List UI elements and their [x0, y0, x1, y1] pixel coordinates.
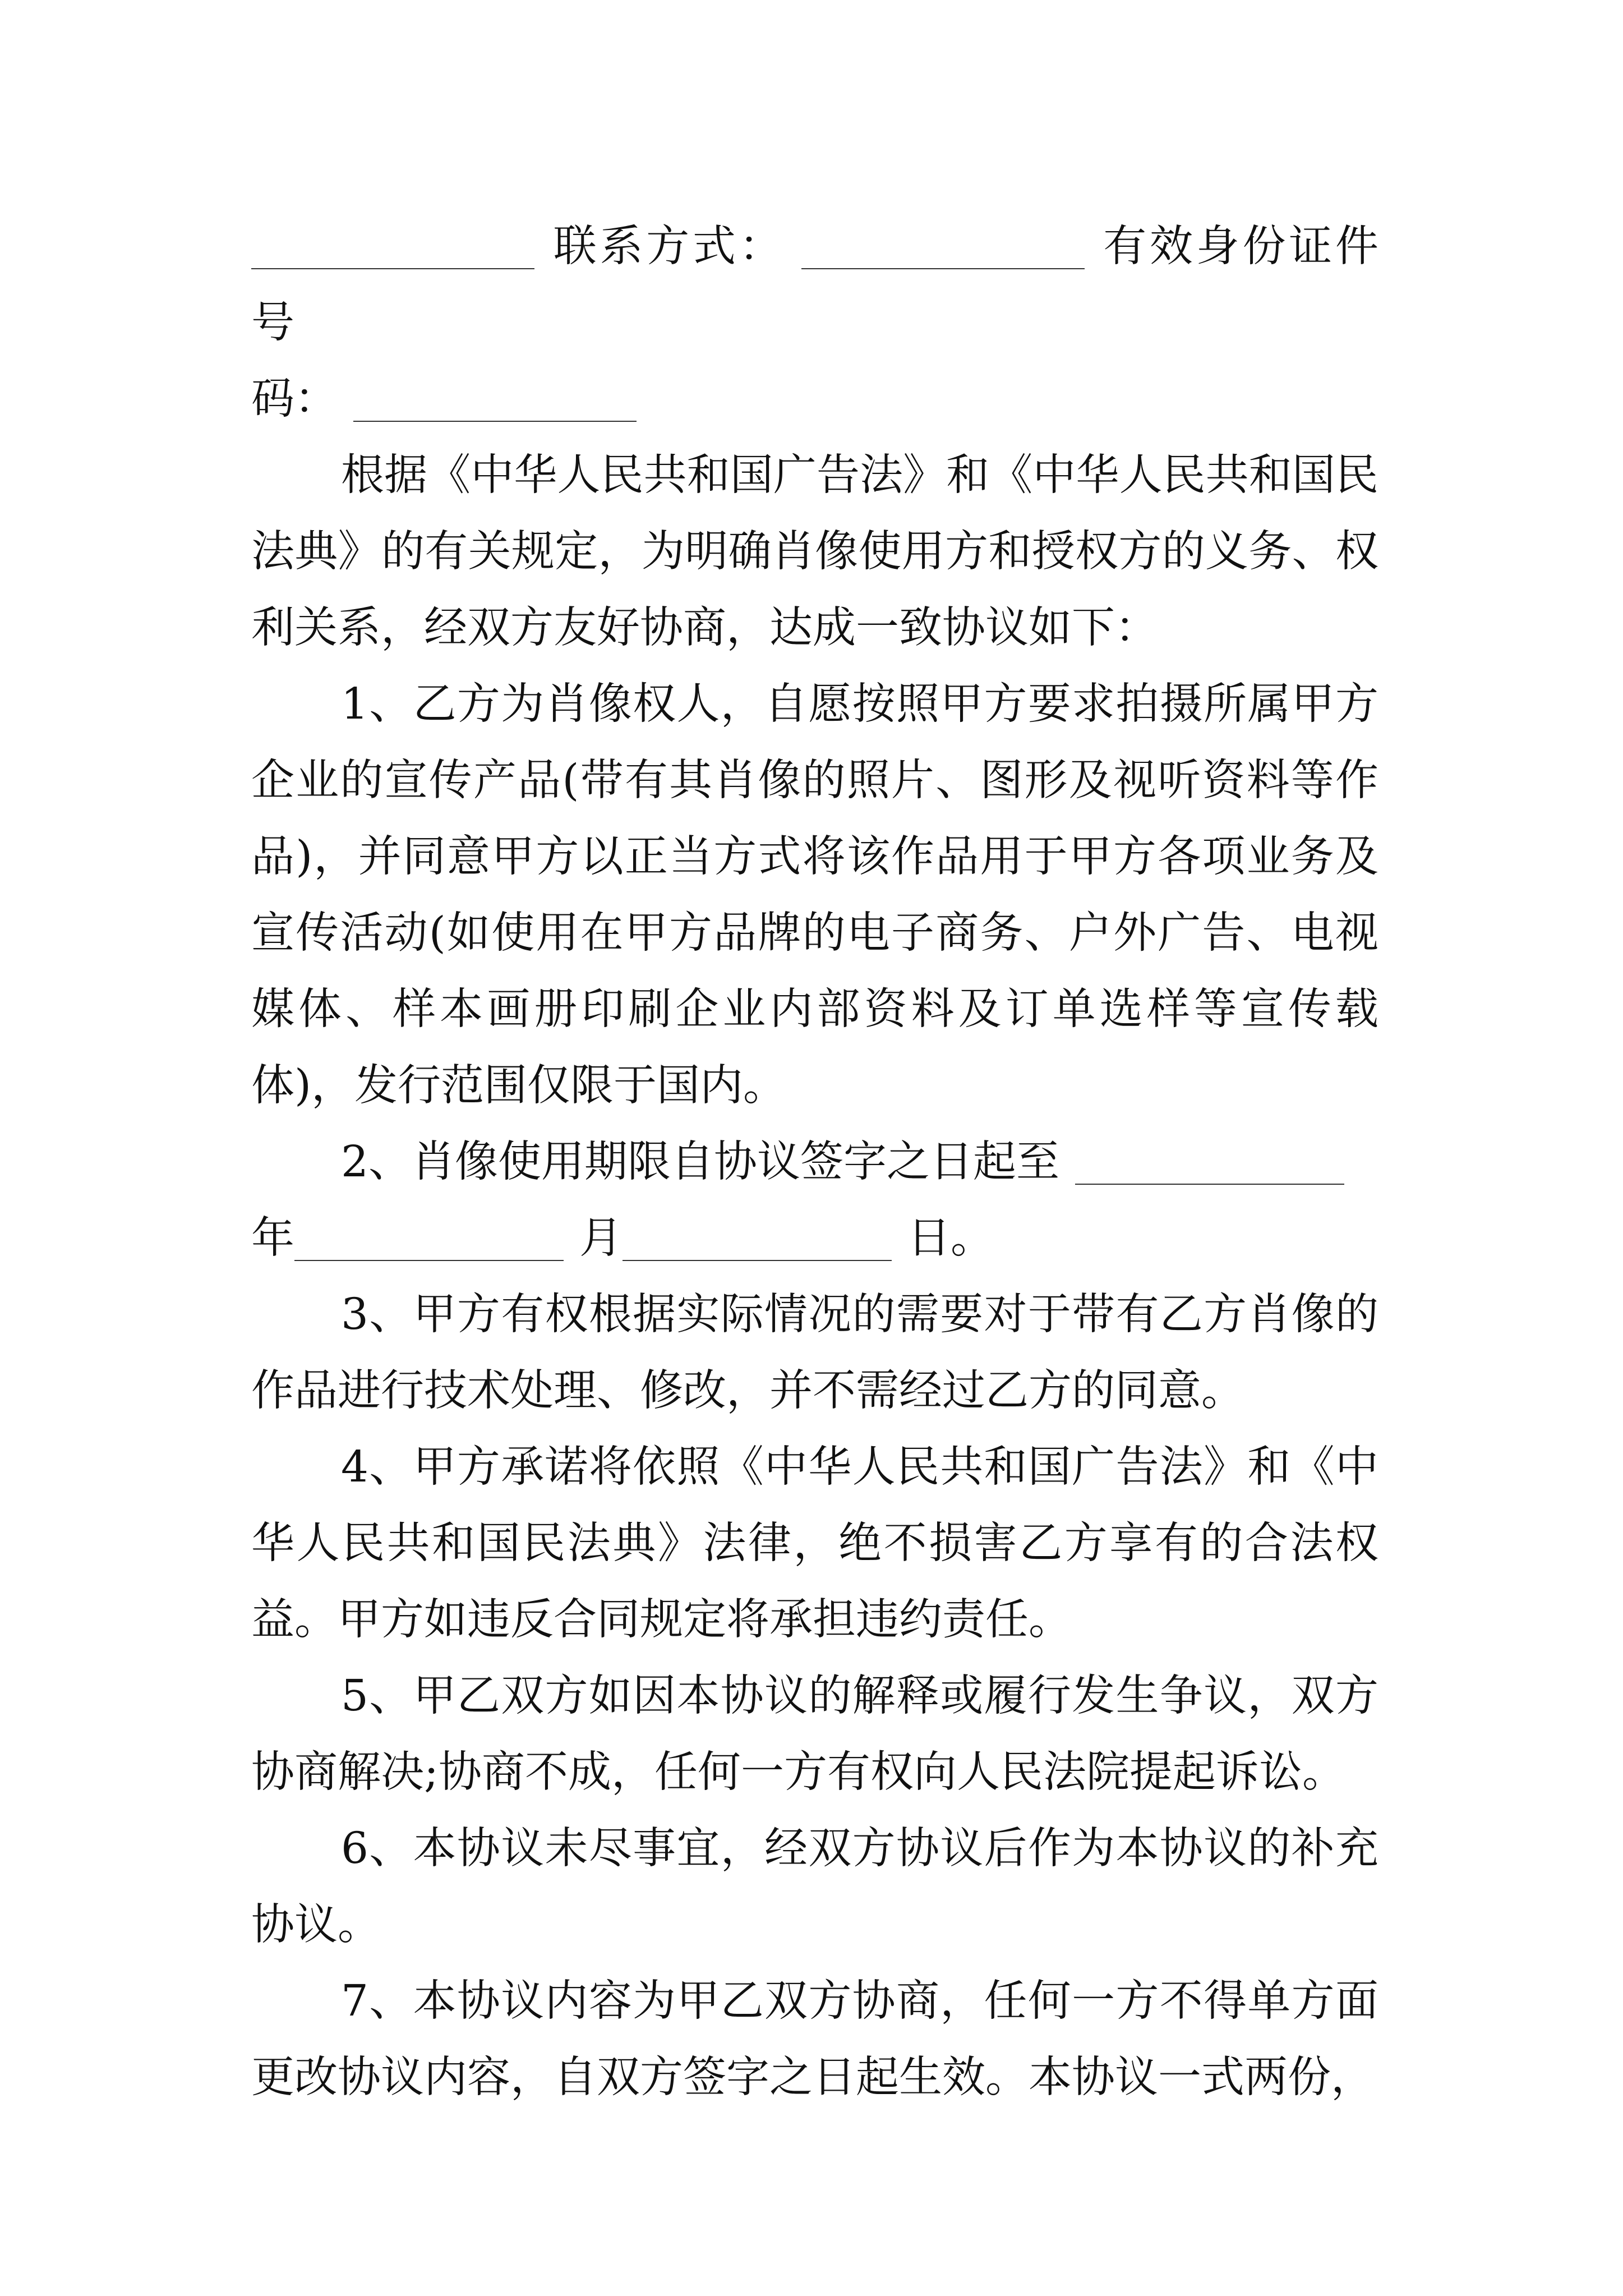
- contact-blank[interactable]: [801, 267, 1085, 269]
- intro-paragraph: 根据《中华人民共和国广告法》和《中华人民共和国民法典》的有关规定，为明确肖像使用方和授权方的义务、权利关系，经双方友好协商，达成一致协议如下：: [251, 450, 1378, 653]
- id-label-cont: 码：: [251, 374, 338, 424]
- day-blank[interactable]: [623, 1259, 892, 1261]
- name-blank[interactable]: [251, 267, 534, 269]
- clause-2: [251, 1124, 1378, 1277]
- clause-6: 6、本协议未尽事宜，经双方协议后作为本协议的补充协议。: [251, 1824, 1378, 1950]
- year-label: 年: [251, 1213, 294, 1263]
- month-blank[interactable]: [294, 1259, 564, 1261]
- contact-label: 联系方式：: [550, 222, 786, 272]
- day-label: 日。: [907, 1213, 994, 1263]
- id-label: 有效身份证件号: [251, 222, 1378, 348]
- header-fields: [251, 209, 1378, 438]
- clause-2-text: 2、肖像使用期限自协议签字之日起至: [341, 1137, 1059, 1187]
- clause-7: 7、本协议内容为甲乙双方协商，任何一方不得单方面更改协议内容，自双方签字之日起生效。本协议一式两份，: [251, 1976, 1378, 2102]
- year-blank[interactable]: [1075, 1182, 1344, 1185]
- clause-5: 5、甲乙双方如因本协议的解释或履行发生争议，双方协商解决;协商不成，任何一方有权向人民法院提起诉讼。: [251, 1671, 1378, 1797]
- month-label: 月: [579, 1213, 623, 1263]
- id-number-blank[interactable]: [353, 420, 637, 422]
- clause-4: 4、甲方承诺将依照《中华人民共和国广告法》和《中华人民共和国民法典》法律，绝不损害乙方享有的合法权益。甲方如违反合同规定将承担违约责任。: [251, 1442, 1378, 1645]
- clause-1: 1、乙方为肖像权人，自愿按照甲方要求拍摄所属甲方企业的宣传产品(带有其肖像的照片、图形及视听资料等作品)，并同意甲方以正当方式将该作品用于甲方各项业务及宣传活动(如使用在甲方品牌的电子商务、户外广告、电视媒体、样本画册印刷企业内部资料及订单选样等宣传载体)，发行范围仅限于国内。: [251, 679, 1378, 1111]
- clause-3: 3、甲方有权根据实际情况的需要对于带有乙方肖像的作品进行技术处理、修改，并不需经过乙方的同意。: [251, 1290, 1378, 1416]
- document-page: [251, 209, 1378, 2116]
